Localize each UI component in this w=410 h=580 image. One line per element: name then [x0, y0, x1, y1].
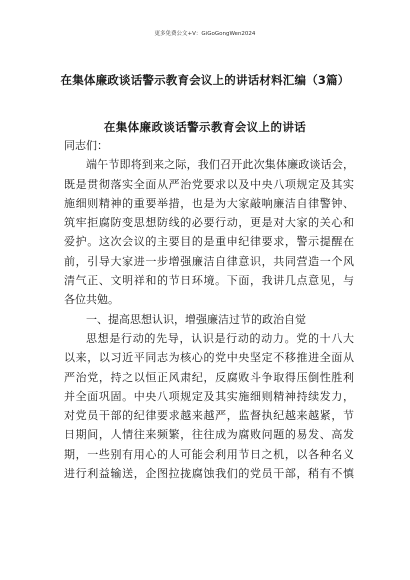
text-line: 对党员干部的纪律要求越来越严，监督执纪越来越紧，节: [64, 409, 354, 423]
text-line: 施细则精神的重要举措，也是为大家敲响廉洁自律警钟、: [64, 196, 354, 210]
subheading: 一、提高思想认识，增强廉洁过节的政治自觉: [86, 312, 306, 326]
document-body: [64, 136, 354, 483]
text-line: 并全面巩固。中央八项规定及其实施细则精神持续发力，: [64, 389, 354, 403]
text-line: 前，引导大家进一步增强廉洁自律意识，共同营造一个风: [64, 254, 354, 268]
text-line: 严治党，持之以恒正风肃纪，反腐败斗争取得压倒性胜利: [64, 370, 354, 384]
text-line: 期，一些别有用心的人可能会利用节日之机，以各种名义: [64, 447, 354, 461]
header-note: 更多免费公文+V：GiGoGongWen2024: [154, 31, 256, 37]
document-title: 在集体廉政谈话警示教育会议上的讲话材料汇编（3篇）: [60, 73, 350, 87]
text-line: 日期间，人情往来频繁，往往成为腐败问题的易发、高发: [64, 428, 354, 442]
text-line: 各位共勉。: [64, 293, 119, 307]
text-line: 筑牢拒腐防变思想防线的必要行动，更是对大家的关心和: [64, 216, 354, 230]
text-line: 清气正、文明祥和的节日环境。下面，我讲几点意见，与: [64, 274, 354, 288]
salutation: 同志们：: [64, 139, 108, 152]
text-line: 进行利益输送，企图拉拢腐蚀我们的党员干部，稍有不慎: [64, 467, 354, 481]
section-title: 在集体廉政谈话警示教育会议上的讲话: [103, 120, 307, 134]
text-line: 爱护。这次会议的主要目的是重申纪律要求，警示提醒在: [64, 235, 354, 249]
text-line: 以来，以习近平同志为核心的党中央坚定不移推进全面从: [64, 351, 354, 365]
paragraph-2: [64, 329, 354, 483]
text-line: 思想是行动的先导，认识是行动的动力。党的十八大: [86, 331, 354, 345]
text-line: 既是贯彻落实全面从严治党要求以及中央八项规定及其实: [64, 177, 354, 191]
text-line: 端午节即将到来之际，我们召开此次集体廉政谈话会，: [86, 158, 354, 172]
paragraph-1: [64, 155, 354, 309]
